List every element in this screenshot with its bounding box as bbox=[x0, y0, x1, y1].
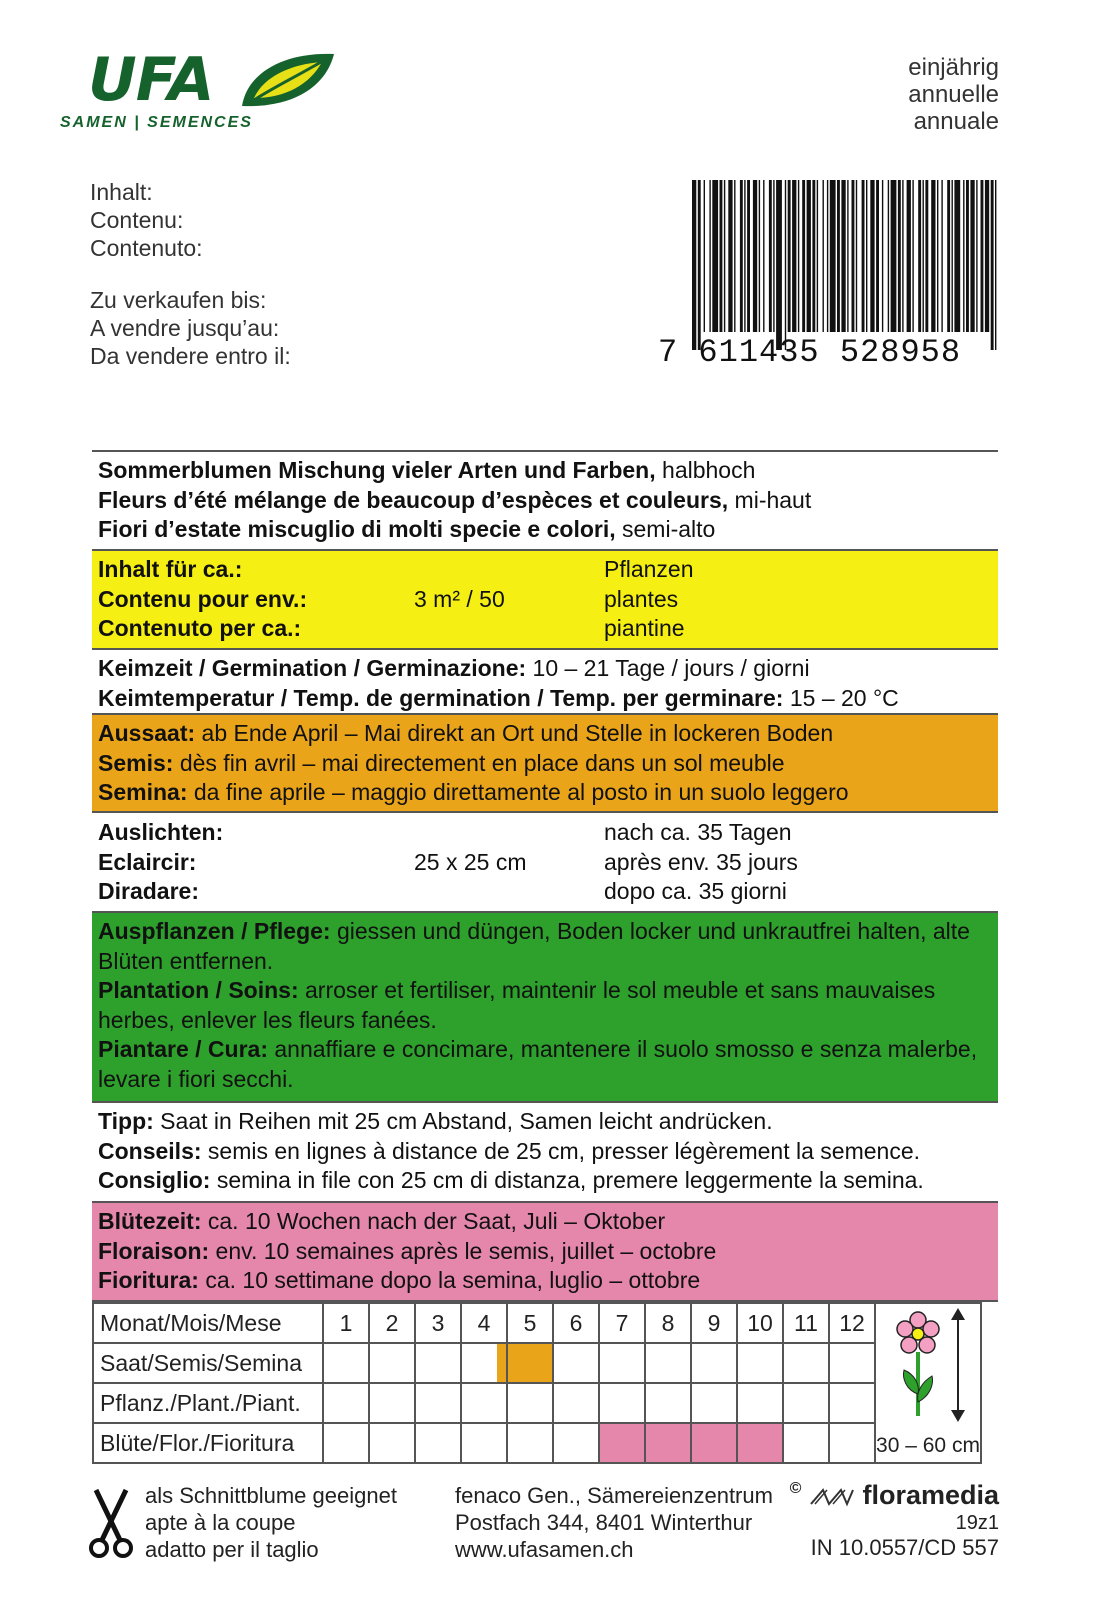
planting-cell bbox=[369, 1383, 415, 1423]
barcode-bar bbox=[941, 180, 942, 332]
cut-flower-fr: apte à la coupe bbox=[145, 1510, 296, 1535]
sowing-cell bbox=[829, 1343, 875, 1383]
content-label-de: Inhalt für ca.: bbox=[98, 556, 243, 582]
barcode-bar bbox=[837, 180, 840, 332]
height-indicator bbox=[875, 1303, 981, 1463]
barcode-bar bbox=[931, 180, 935, 332]
sowing-cell bbox=[415, 1343, 461, 1383]
contents-label-it: Contenuto: bbox=[90, 235, 203, 261]
barcode-bar bbox=[937, 180, 938, 332]
bloom-de: Blütezeit: ca. 10 Wochen nach der Saat, Juli – Oktober bbox=[98, 1208, 666, 1234]
barcode-bar bbox=[856, 180, 857, 332]
planting-cell bbox=[645, 1383, 691, 1423]
website-link[interactable]: www.ufasamen.ch bbox=[455, 1537, 634, 1562]
barcode-bar bbox=[981, 180, 984, 332]
barcode-bar bbox=[966, 180, 969, 332]
tip-it: Consiglio: semina in file con 25 cm di distanza, premere leggermente la semina. bbox=[98, 1167, 924, 1193]
floramedia-logo-icon bbox=[809, 1486, 855, 1508]
sowing-cell bbox=[691, 1343, 737, 1383]
title-fr: Fleurs d’été mélange de beaucoup d’espèces et couleurs, mi-haut bbox=[98, 486, 812, 513]
sowing-band bbox=[92, 713, 998, 813]
publisher-name: floramedia bbox=[862, 1480, 999, 1510]
care-de: Auspflanzen / Pflege: giessen und düngen, Boden locker und unkrautfrei halten, alte Blüten entfernen. bbox=[98, 918, 970, 974]
planting-cell bbox=[507, 1383, 553, 1423]
annual-de: einjährig bbox=[908, 54, 999, 81]
barcode-bar bbox=[995, 180, 996, 350]
sowing-cell bbox=[599, 1343, 645, 1383]
flower-height-icon bbox=[878, 1304, 978, 1428]
barcode-bar bbox=[852, 180, 855, 332]
planting-cell bbox=[783, 1383, 829, 1423]
month-11: 11 bbox=[783, 1303, 829, 1343]
barcode-bar bbox=[724, 180, 725, 332]
barcode-bar bbox=[888, 180, 889, 332]
calendar-row-sowing bbox=[93, 1343, 981, 1383]
barcode-bar bbox=[728, 180, 732, 332]
barcode-bar bbox=[785, 180, 786, 350]
bloom-cell bbox=[507, 1423, 553, 1463]
barcode-bar bbox=[923, 180, 924, 332]
sowing-cell bbox=[461, 1343, 507, 1383]
month-6: 6 bbox=[553, 1303, 599, 1343]
barcode-bar bbox=[817, 180, 818, 332]
planting-cell bbox=[737, 1383, 783, 1423]
barcode-bar bbox=[907, 180, 911, 332]
ufa-logo-text: UFA bbox=[88, 45, 214, 115]
bloom-cell bbox=[323, 1423, 369, 1463]
month-8: 8 bbox=[645, 1303, 691, 1343]
content-label-it: Contenuto per ca.: bbox=[98, 615, 302, 641]
barcode-bar bbox=[882, 180, 883, 332]
barcode-bar bbox=[798, 180, 799, 332]
print-code-2: IN 10.0557/CD 557 bbox=[810, 1535, 999, 1560]
leaf-logo-icon bbox=[238, 50, 338, 110]
barcode-bar bbox=[862, 180, 865, 332]
barcode-bar bbox=[747, 180, 750, 332]
sowing-cell bbox=[323, 1343, 369, 1383]
barcode-bar bbox=[976, 180, 977, 332]
barcode-bar bbox=[812, 180, 815, 332]
content-value: 3 m² / 50 bbox=[414, 585, 505, 612]
row-label-bloom: Blüte/Flor./Fioritura bbox=[93, 1423, 323, 1463]
bloom-band bbox=[92, 1201, 998, 1302]
barcode-bar bbox=[753, 180, 757, 332]
sell-by-fr: A vendre jusqu’au: bbox=[90, 315, 280, 341]
sell-by-labels bbox=[90, 286, 291, 370]
bloom-cell bbox=[369, 1423, 415, 1463]
calendar-header-label: Monat/Mois/Mese bbox=[93, 1303, 323, 1343]
barcode-bar bbox=[773, 180, 774, 332]
barcode-bar bbox=[891, 180, 897, 332]
barcode-bar bbox=[898, 180, 901, 332]
bloom-cell bbox=[737, 1423, 783, 1463]
bloom-cell bbox=[645, 1423, 691, 1463]
care-it: Piantare / Cura: annaffiare e concimare, mantenere il suolo smosso e senza malerbe, levare i fiori secchi. bbox=[98, 1036, 978, 1092]
cut-flower-note bbox=[145, 1482, 397, 1563]
bloom-cell bbox=[599, 1423, 645, 1463]
barcode-bar bbox=[952, 180, 953, 332]
barcode-bar bbox=[985, 180, 989, 332]
contents-labels bbox=[90, 178, 203, 262]
content-label-fr: Contenu pour env.: bbox=[98, 585, 308, 612]
cut-flower-de: als Schnittblume geeignet bbox=[145, 1483, 397, 1508]
barcode-bar bbox=[866, 180, 867, 332]
barcode-bar bbox=[744, 180, 745, 332]
month-3: 3 bbox=[415, 1303, 461, 1343]
content-unit-it: piantine bbox=[604, 615, 685, 641]
sowing-cell bbox=[645, 1343, 691, 1383]
planting-cell bbox=[553, 1383, 599, 1423]
barcode-bar bbox=[963, 180, 964, 332]
barcode-bar bbox=[734, 180, 735, 332]
barcode-bar bbox=[823, 180, 824, 332]
barcode-bar bbox=[925, 180, 928, 332]
sowing-cell bbox=[783, 1343, 829, 1383]
print-code-1: 19z1 bbox=[955, 1512, 999, 1534]
contents-label-de: Inhalt: bbox=[90, 179, 153, 205]
germination-time: Keimzeit / Germination / Germinazione: 10 – 21 Tage / jours / giorni bbox=[98, 655, 810, 681]
publisher-block bbox=[790, 1480, 999, 1561]
thinning-value: 25 x 25 cm bbox=[414, 848, 527, 875]
planting-cell bbox=[829, 1383, 875, 1423]
barcode-bar bbox=[769, 180, 772, 332]
sowing-cell bbox=[369, 1343, 415, 1383]
bloom-fr: Floraison: env. 10 semaines après le semis, juillet – octobre bbox=[98, 1237, 717, 1264]
title-de: Sommerblumen Mischung vieler Arten und Farben, halbhoch bbox=[98, 457, 756, 483]
calendar-row-planting bbox=[93, 1383, 981, 1423]
bloom-cell bbox=[461, 1423, 507, 1463]
barcode-bar bbox=[830, 180, 836, 332]
barcode-bar bbox=[870, 180, 874, 332]
sowing-fr: Semis: dès fin avril – mai directement en place dans un sol meuble bbox=[98, 749, 785, 776]
annual-label bbox=[908, 54, 999, 135]
bloom-cell bbox=[691, 1423, 737, 1463]
germination-info bbox=[92, 654, 998, 713]
planting-cell bbox=[415, 1383, 461, 1423]
thinning-note-fr: après env. 35 jours bbox=[604, 848, 798, 875]
barcode-bar bbox=[802, 180, 805, 332]
barcode bbox=[690, 180, 1000, 350]
row-label-planting: Pflanz./Plant./Piant. bbox=[93, 1383, 323, 1423]
barcode-bar bbox=[763, 180, 764, 332]
month-5: 5 bbox=[507, 1303, 553, 1343]
supplier-address bbox=[455, 1482, 773, 1563]
annual-it: annuale bbox=[913, 108, 999, 135]
barcode-bar bbox=[776, 180, 782, 350]
content-band bbox=[92, 549, 998, 650]
barcode-digits: 7 611435 528958 bbox=[658, 334, 962, 371]
planting-cell bbox=[691, 1383, 737, 1423]
planting-cell bbox=[323, 1383, 369, 1423]
barcode-bar bbox=[704, 180, 705, 332]
bloom-cell bbox=[783, 1423, 829, 1463]
month-4: 4 bbox=[461, 1303, 507, 1343]
barcode-bar bbox=[698, 180, 701, 350]
sowing-de: Aussaat: ab Ende April – Mai direkt an Ort und Stelle in lockeren Boden bbox=[98, 720, 834, 746]
barcode-bar bbox=[918, 180, 921, 332]
address-line-2: Postfach 344, 8401 Winterthur bbox=[455, 1510, 753, 1535]
address-line-1: fenaco Gen., Sämereienzentrum bbox=[455, 1483, 773, 1508]
planting-cell bbox=[461, 1383, 507, 1423]
sell-by-de: Zu verkaufen bis: bbox=[90, 287, 267, 313]
barcode-bar bbox=[912, 180, 913, 332]
contents-label-fr: Contenu: bbox=[90, 207, 184, 233]
thinning-note-it: dopo ca. 35 giorni bbox=[604, 878, 787, 904]
barcode-bar bbox=[720, 180, 723, 332]
month-7: 7 bbox=[599, 1303, 645, 1343]
barcode-bar bbox=[759, 180, 760, 332]
cut-flower-it: adatto per il taglio bbox=[145, 1537, 319, 1562]
germination-temp: Keimtemperatur / Temp. de germination / Temp. per germinare: 15 – 20 °C bbox=[98, 684, 899, 711]
barcode-bar bbox=[847, 180, 848, 332]
sowing-cell bbox=[737, 1343, 783, 1383]
barcode-bar bbox=[970, 180, 974, 332]
month-12: 12 bbox=[829, 1303, 875, 1343]
month-10: 10 bbox=[737, 1303, 783, 1343]
calendar-row-bloom bbox=[93, 1423, 981, 1463]
thinning-label-it: Diradare: bbox=[98, 878, 199, 904]
product-title bbox=[92, 456, 998, 545]
row-label-sowing: Saat/Semis/Semina bbox=[93, 1343, 323, 1383]
sowing-it: Semina: da fine aprile – maggio direttamente al posto in un suolo leggero bbox=[98, 779, 849, 805]
barcode-bar bbox=[902, 180, 903, 332]
care-band bbox=[92, 911, 998, 1103]
barcode-bar bbox=[991, 180, 994, 350]
thinning-info bbox=[92, 818, 998, 907]
bloom-cell bbox=[415, 1423, 461, 1463]
copyright-icon: © bbox=[789, 1480, 802, 1497]
calendar-table bbox=[92, 1302, 982, 1464]
planting-cell bbox=[599, 1383, 645, 1423]
bloom-cell bbox=[829, 1423, 875, 1463]
barcode-bar bbox=[740, 180, 743, 332]
divider bbox=[92, 450, 998, 452]
month-1: 1 bbox=[323, 1303, 369, 1343]
content-unit-de: Pflanzen bbox=[604, 556, 694, 582]
month-2: 2 bbox=[369, 1303, 415, 1343]
sell-by-it: Da vendere entro il: bbox=[90, 343, 291, 369]
barcode-bar bbox=[692, 180, 696, 350]
sowing-cell bbox=[553, 1343, 599, 1383]
scissors-icon bbox=[88, 1486, 134, 1560]
calendar-header-row bbox=[93, 1303, 981, 1343]
bloom-cell bbox=[553, 1423, 599, 1463]
barcode-bar bbox=[827, 180, 828, 332]
sowing-cell bbox=[507, 1343, 553, 1383]
thinning-label-de: Auslichten: bbox=[98, 819, 224, 845]
height-range: 30 – 60 cm bbox=[876, 1434, 980, 1457]
barcode-bar bbox=[841, 180, 845, 332]
barcode-bar bbox=[712, 180, 718, 332]
thinning-note-de: nach ca. 35 Tagen bbox=[604, 819, 792, 845]
care-fr: Plantation / Soins: arroser et fertiliser, maintenir le sol meuble et sans mauvaises herbes, enlever les fleurs fanées. bbox=[98, 977, 936, 1033]
content-unit-fr: plantes bbox=[604, 585, 679, 612]
title-it: Fiori d’estate miscuglio di molti specie e colori, semi-alto bbox=[98, 516, 716, 542]
barcode-bar bbox=[792, 180, 796, 332]
thinning-label-fr: Eclaircir: bbox=[98, 848, 197, 875]
barcode-bar bbox=[947, 180, 950, 332]
tip-fr: Conseils: semis en lignes à distance de 25 cm, presser légèrement la semence. bbox=[98, 1137, 921, 1164]
bloom-it: Fioritura: ca. 10 settimane dopo la semina, luglio – ottobre bbox=[98, 1267, 701, 1293]
barcode-bar bbox=[807, 180, 811, 332]
annual-fr: annuelle bbox=[908, 81, 999, 108]
logo-subtitle: SAMEN | SEMENCES bbox=[60, 114, 253, 131]
month-9: 9 bbox=[691, 1303, 737, 1343]
tips-info bbox=[92, 1107, 998, 1196]
barcode-bar bbox=[709, 180, 710, 332]
barcode-bar bbox=[954, 180, 960, 332]
tip-de: Tipp: Saat in Reihen mit 25 cm Abstand, Samen leicht andrücken. bbox=[98, 1108, 773, 1134]
barcode-bar bbox=[788, 180, 791, 332]
barcode-bar bbox=[876, 180, 879, 332]
